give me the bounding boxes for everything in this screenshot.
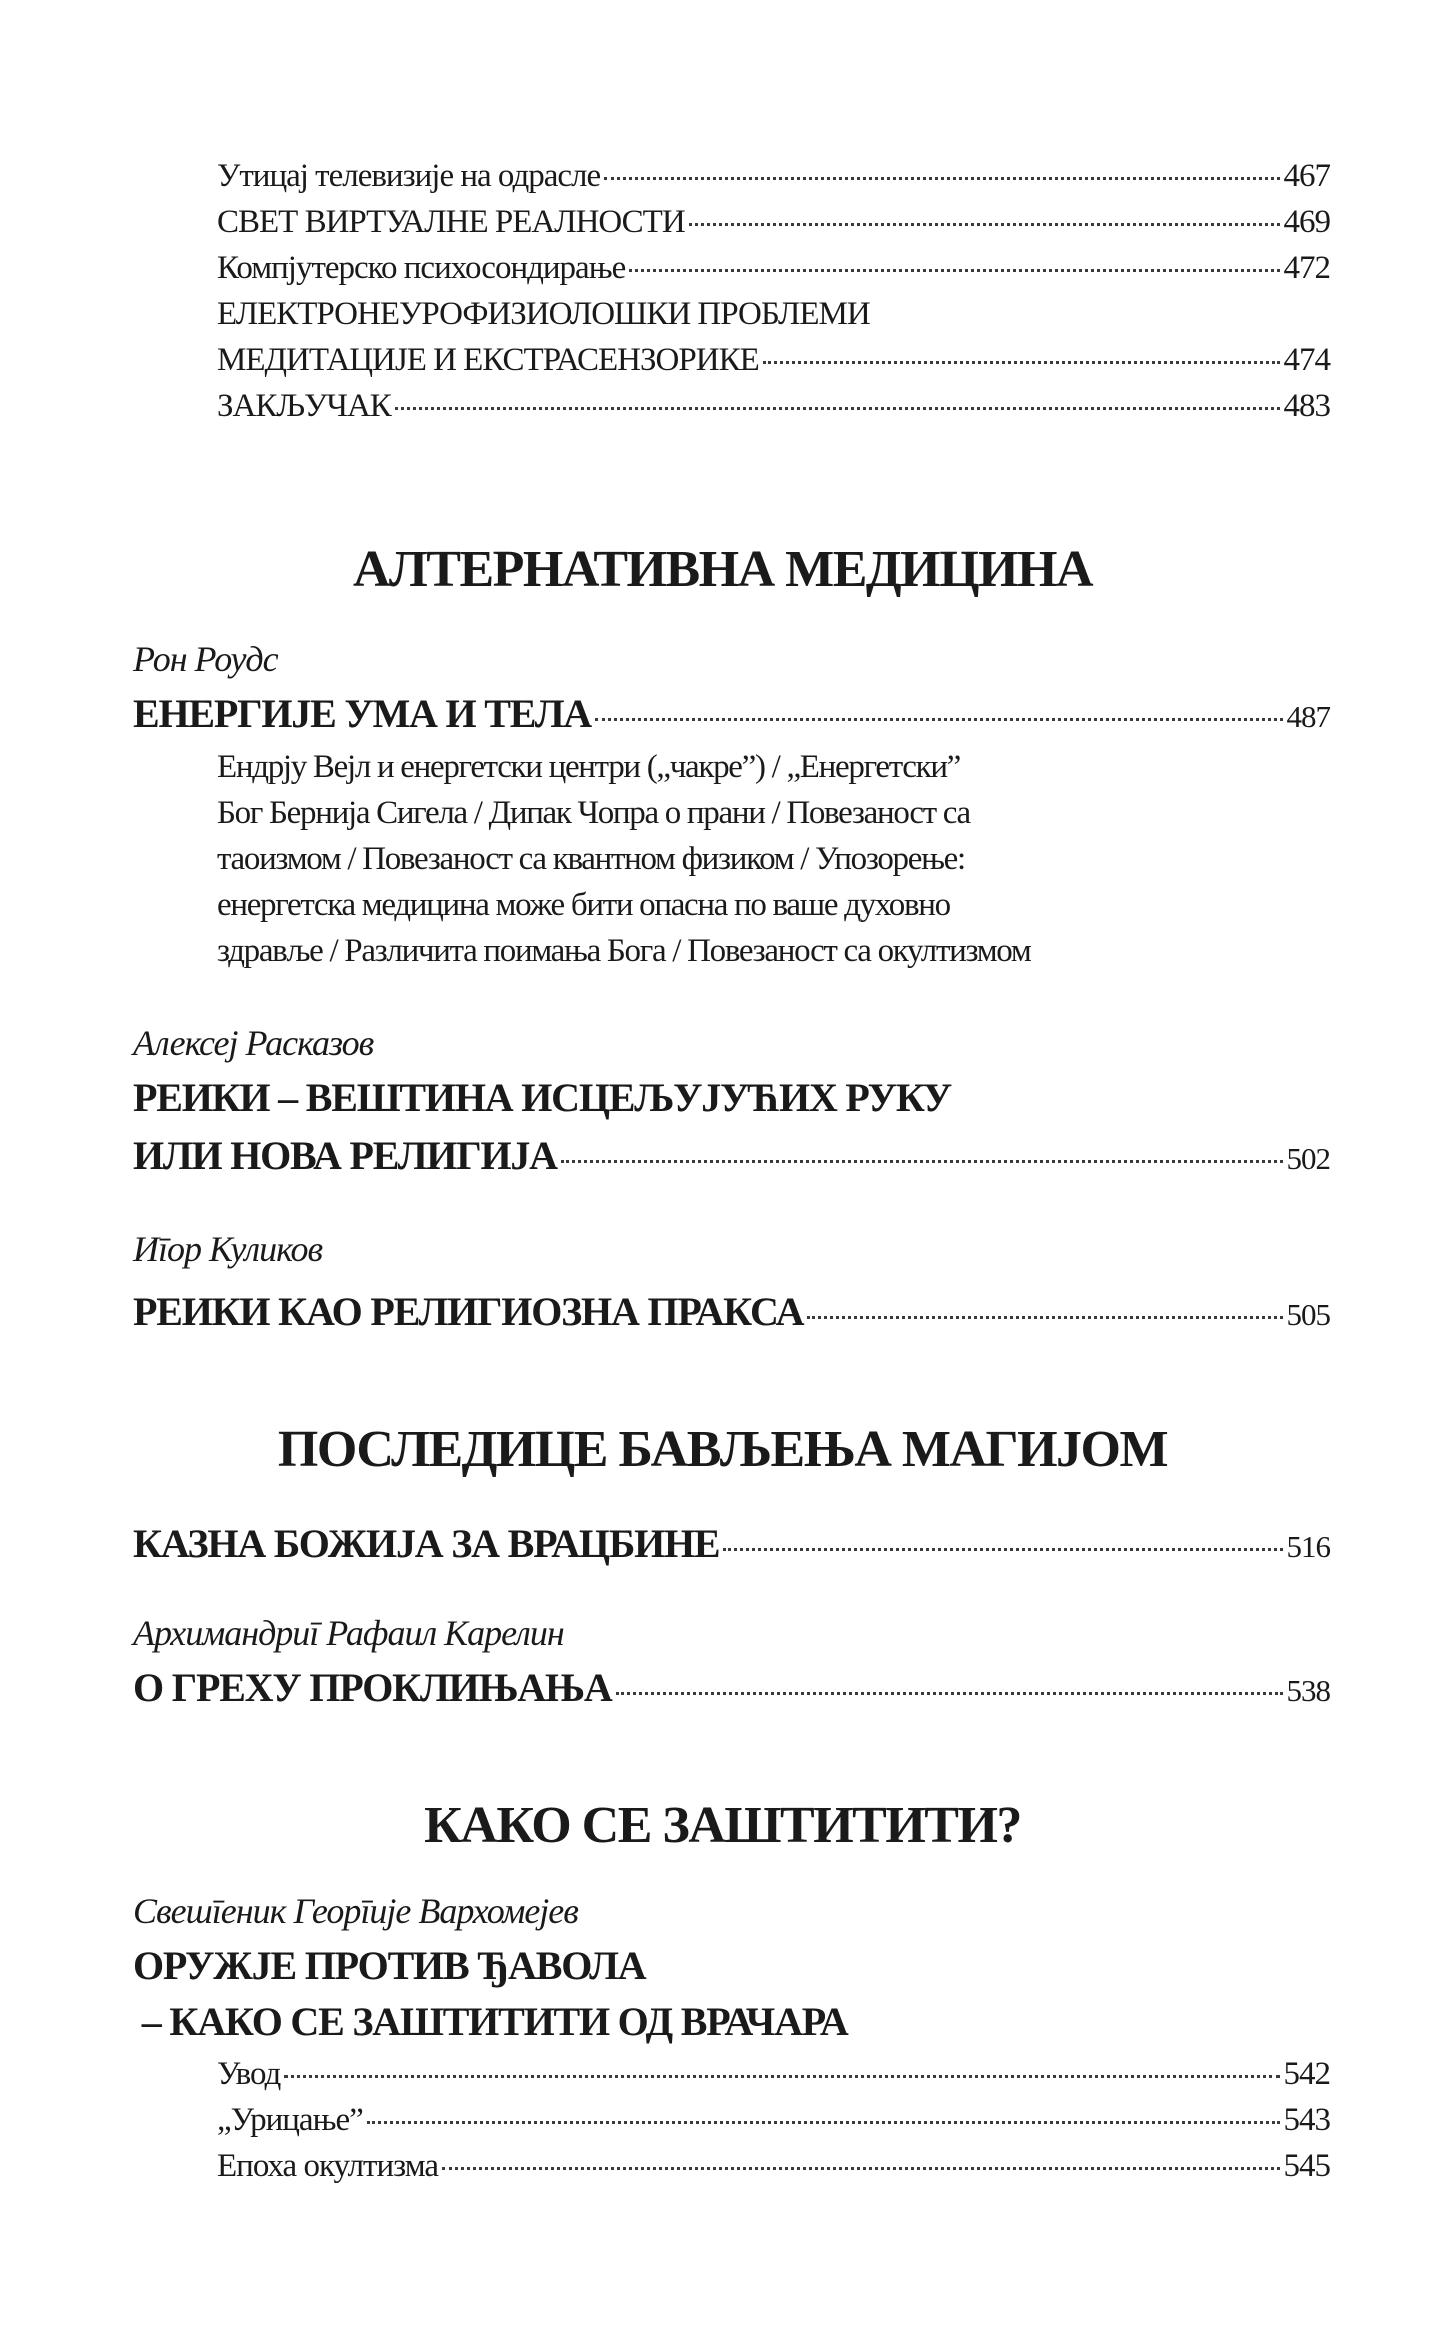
dot-leader	[284, 2075, 1279, 2078]
dot-leader	[367, 2121, 1280, 2124]
dot-leader	[395, 407, 1280, 410]
entry-title: ОРУЖЈЕ ПРОТИВ ЂАВОЛА	[133, 1943, 646, 1988]
dot-leader	[723, 1548, 1282, 1551]
toc-entry[interactable]	[133, 1132, 1330, 1179]
description-line: Ендрју Вејл и енергетски центри („чакре”) / „Енергетски”	[217, 749, 961, 785]
entry-description	[217, 744, 1277, 974]
entry-title: РЕИКИ КАО РЕЛИГИОЗНА ПРАКСА	[133, 1289, 804, 1334]
toc-subentry[interactable]	[217, 2056, 1330, 2093]
dot-leader	[442, 2167, 1280, 2170]
entry-title: ЕНЕРГИЈЕ УМА И ТЕЛА	[133, 691, 591, 736]
page-number: 483	[1283, 388, 1330, 424]
description-line: енергетска медицина може бити опасна по ваше духовно	[217, 887, 950, 923]
entry-title: Компјутерско психосондирање	[217, 250, 626, 286]
toc-entry-title-line1[interactable]	[133, 1942, 1330, 1989]
page-number: 487	[1286, 699, 1330, 734]
page-number: 545	[1283, 2148, 1330, 2184]
toc-entry[interactable]	[217, 158, 1330, 195]
entry-title: СВЕТ ВИРТУАЛНЕ РЕАЛНОСТИ	[217, 204, 685, 240]
author-name: Иīор Куликов	[133, 1229, 323, 1269]
toc-subentry[interactable]	[217, 2148, 1330, 2185]
toc-subentry[interactable]	[217, 2102, 1330, 2139]
author-name: Свешīеник Георīије Вархомејев	[133, 1891, 578, 1931]
author-name: Рон Роудс	[133, 639, 278, 679]
dot-leader	[629, 269, 1279, 272]
page-number: 474	[1283, 342, 1330, 378]
description-line: таоизмом / Повезаност са квантном физиком / Упозорење:	[217, 841, 965, 877]
entry-title: МЕДИТАЦИЈЕ И ЕКСТРАСЕНЗОРИКЕ	[217, 342, 759, 378]
dot-leader	[763, 361, 1280, 364]
author-name: Архимандриī Рафаил Карелин	[133, 1613, 564, 1653]
description-line: Бог Бернија Сигела / Дипак Чопра о прани / Повезаност са	[217, 795, 970, 831]
section-heading: КАКО СЕ ЗАШТИТИТИ?	[424, 1797, 1021, 1854]
toc-entry[interactable]	[133, 1288, 1330, 1335]
toc-entry[interactable]	[217, 342, 1330, 379]
entry-title: Утицај телевизије на одрасле	[217, 158, 601, 194]
dot-leader	[561, 1160, 1283, 1163]
entry-title: О ГРЕХУ ПРОКЛИЊАЊА	[133, 1665, 612, 1710]
toc-entry[interactable]	[217, 204, 1330, 241]
toc-entry[interactable]	[217, 388, 1330, 425]
entry-title: Увод	[217, 2056, 281, 2092]
entry-title: ИЛИ НОВА РЕЛИГИЈА	[133, 1133, 557, 1178]
toc-entry-title-line1	[217, 296, 1330, 333]
entry-title: КАЗНА БОЖИЈА ЗА ВРАЦБИНЕ	[133, 1521, 720, 1566]
dot-leader	[807, 1316, 1282, 1319]
page-number: 542	[1283, 2056, 1330, 2092]
description-line: здравље / Различита поимања Бога / Повезаност са окултизмом	[217, 933, 1031, 969]
dot-leader	[604, 177, 1279, 180]
toc-entry-title-line1	[133, 1074, 1330, 1121]
page-number: 469	[1283, 204, 1330, 240]
page-number: 516	[1286, 1529, 1330, 1564]
page-number: 502	[1286, 1141, 1330, 1176]
page-number: 538	[1286, 1673, 1330, 1708]
dot-leader	[616, 1692, 1283, 1695]
author-name: Алексеј Расказов	[133, 1023, 374, 1063]
section-heading: АЛТЕРНАТИВНА МЕДИЦИНА	[352, 541, 1093, 598]
section-heading: ПОСЛЕДИЦЕ БАВЉЕЊА МАГИЈОМ	[277, 1421, 1168, 1478]
entry-title: РЕИКИ – ВЕШТИНА ИСЦЕЉУЈУЋИХ РУКУ	[133, 1075, 951, 1120]
toc-entry[interactable]	[133, 1664, 1330, 1711]
toc-entry[interactable]	[133, 1520, 1330, 1567]
entry-title: ЕЛЕКТРОНЕУРОФИЗИОЛОШКИ ПРОБЛЕМИ	[217, 296, 870, 332]
toc-entry[interactable]	[133, 690, 1330, 737]
page-number: 505	[1286, 1297, 1330, 1332]
toc-entry-title-line2[interactable]	[133, 1998, 1330, 2045]
page-number: 467	[1283, 158, 1330, 194]
dot-leader	[689, 223, 1280, 226]
entry-title: „Урицање”	[217, 2102, 363, 2138]
dot-leader	[595, 718, 1283, 721]
entry-title: ЗАКЉУЧАК	[217, 388, 391, 424]
page-number: 543	[1283, 2102, 1330, 2138]
entry-title: – КАКО СЕ ЗАШТИТИТИ ОД ВРАЧАРА	[133, 1999, 848, 2044]
page-number: 472	[1283, 250, 1330, 286]
toc-entry[interactable]	[217, 250, 1330, 287]
entry-title: Епоха окултизма	[217, 2148, 438, 2184]
